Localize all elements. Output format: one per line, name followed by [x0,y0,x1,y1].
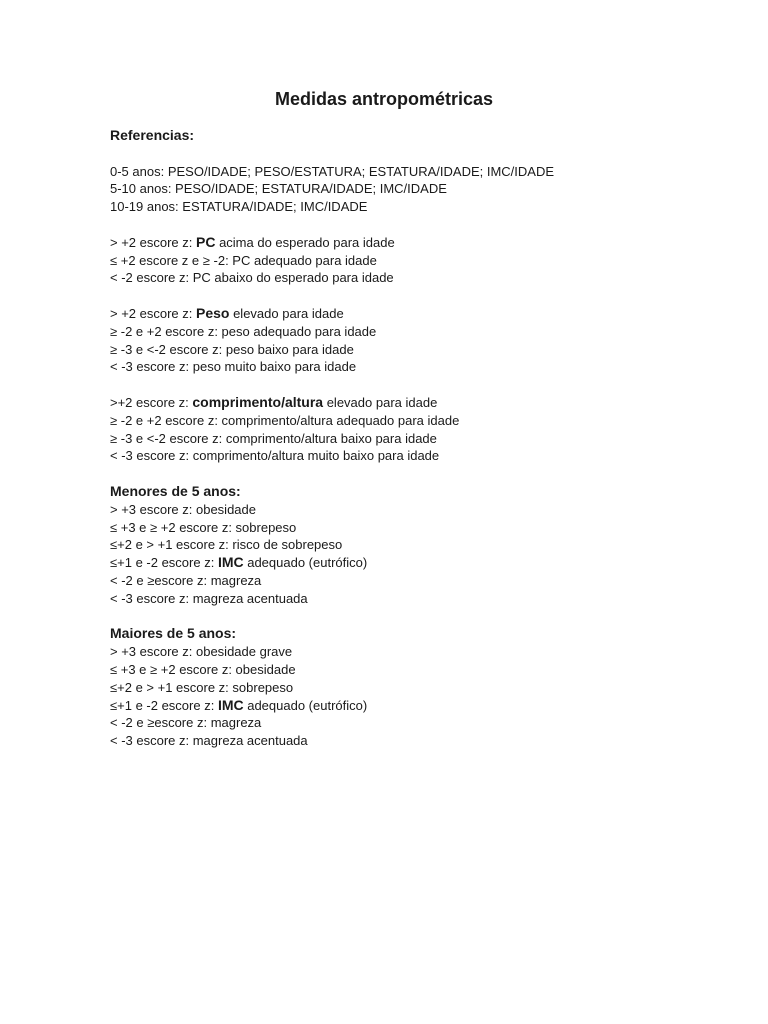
referencias-line: 0-5 anos: PESO/IDADE; PESO/ESTATURA; ESTATURA/IDADE; IMC/IDADE [110,163,555,179]
maiores-line-3: ≤+2 e > +1 escore z: sobrepeso [110,679,294,695]
comprimento-line-2: ≥ -2 e +2 escore z: comprimento/altura adequado para idade [110,412,460,428]
menores-line-4 [110,554,730,572]
peso-line-2: ≥ -2 e +2 escore z: peso adequado para idade [110,323,377,339]
comprimento-line-1-suffix: elevado para idade [323,394,438,410]
peso-line-4: < -3 escore z: peso muito baixo para idade [110,359,357,375]
pc-line-3: < -2 escore z: PC abaixo do esperado para idade [110,270,394,286]
menores-line-6: < -3 escore z: magreza acentuada [110,590,308,606]
referencias-line: 10-19 anos: ESTATURA/IDADE; IMC/IDADE [110,199,368,215]
spacer [110,376,730,394]
page-title: Medidas antropométricas [274,89,494,109]
spacer [110,216,730,234]
pc-line-1-suffix: acima do esperado para idade [215,234,395,250]
maiores-line-4-prefix: ≤+1 e -2 escore z: [110,697,218,713]
referencias-line: 5-10 anos: PESO/IDADE; ESTATURA/IDADE; IMC/IDADE [110,181,447,197]
maiores-heading: Maiores de 5 anos: [110,625,237,642]
spacer [110,287,730,305]
menores-line-4-suffix: adequado (eutrófico) [243,555,368,571]
pc-line-1 [110,234,730,252]
peso-line-1 [110,305,730,323]
peso-line-3: ≥ -3 e <-2 escore z: peso baixo para idade [110,341,354,357]
spacer [110,608,730,626]
document-body [110,127,730,750]
menores-line-4-prefix: ≤+1 e -2 escore z: [110,555,218,571]
imc-keyword: IMC [217,554,244,571]
pc-line-2: ≤ +2 escore z e ≥ -2: PC adequado para idade [110,252,377,268]
menores-line-5: < -2 e ≥escore z: magreza [110,572,262,588]
spacer [110,465,730,483]
menores-heading: Menores de 5 anos: [110,482,241,499]
menores-line-1: > +3 escore z: obesidade [110,501,256,517]
comprimento-line-1-prefix: >+2 escore z: [110,394,193,410]
maiores-line-4 [110,697,730,715]
peso-line-1-suffix: elevado para idade [229,305,344,321]
imc-keyword: IMC [217,696,244,713]
menores-line-3: ≤+2 e > +1 escore z: risco de sobrepeso [110,537,343,553]
maiores-line-5: < -2 e ≥escore z: magreza [110,715,262,731]
referencias-heading: Referencias: [110,127,195,143]
maiores-line-1: > +3 escore z: obesidade grave [110,644,293,660]
menores-line-2: ≤ +3 e ≥ +2 escore z: sobrepeso [110,519,297,535]
maiores-line-2: ≤ +3 e ≥ +2 escore z: obesidade [110,661,296,677]
comprimento-keyword: comprimento/altura [192,393,324,410]
comprimento-line-1 [110,394,730,412]
maiores-line-6: < -3 escore z: magreza acentuada [110,733,308,749]
maiores-line-4-suffix: adequado (eutrófico) [243,697,368,713]
spacer [110,145,730,163]
peso-line-1-prefix: > +2 escore z: [110,305,196,321]
peso-keyword: Peso [196,304,230,321]
comprimento-line-4: < -3 escore z: comprimento/altura muito baixo para idade [110,448,440,464]
comprimento-line-3: ≥ -3 e <-2 escore z: comprimento/altura baixo para idade [110,430,437,446]
pc-keyword: PC [196,233,216,250]
pc-line-1-prefix: > +2 escore z: [110,234,196,250]
